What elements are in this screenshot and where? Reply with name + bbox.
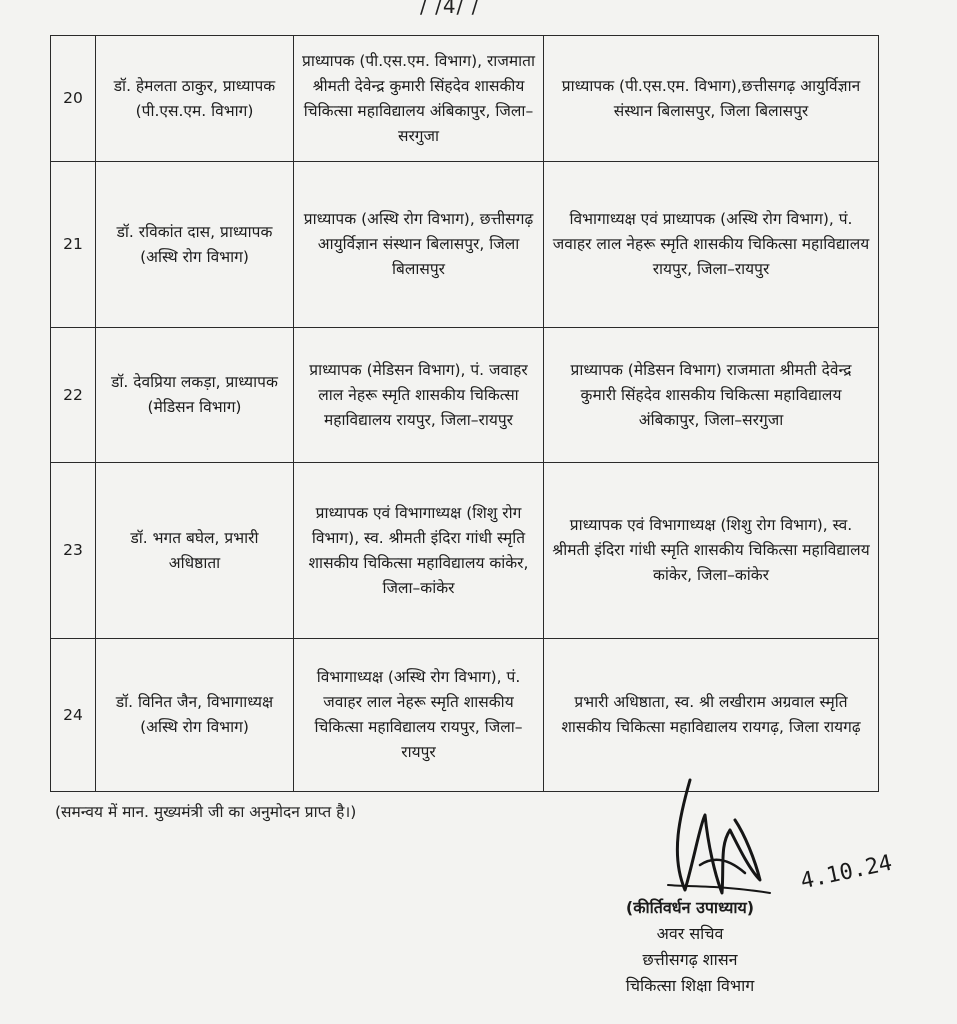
new-posting-cell: विभागाध्यक्ष एवं प्राध्यापक (अस्थि रोग विभाग), पं. जवाहर लाल नेहरू स्मृति शासकीय चिकित्सा महाविद्यालय रायपुर, जिला–रायपुर bbox=[544, 162, 879, 328]
officer-name-cell: डॉ. विनित जैन, विभागाध्यक्ष (अस्थि रोग विभाग) bbox=[96, 639, 294, 792]
department-name: चिकित्सा शिक्षा विभाग bbox=[625, 976, 755, 995]
serial-number-cell: 24 bbox=[51, 639, 96, 792]
serial-number-cell: 23 bbox=[51, 463, 96, 639]
transfer-table bbox=[50, 35, 879, 792]
new-posting-cell: प्राध्यापक (मेडिसन विभाग) राजमाता श्रीमती देवेन्द्र कुमारी सिंहदेव शासकीय चिकित्सा महाविद्यालय अंबिकापुर, जिला–सरगुजा bbox=[544, 328, 879, 463]
current-posting-cell: विभागाध्यक्ष (अस्थि रोग विभाग), पं. जवाहर लाल नेहरू स्मृति शासकीय चिकित्सा महाविद्यालय रायपुर, जिला–रायपुर bbox=[294, 639, 544, 792]
new-posting-cell: प्राध्यापक एवं विभागाध्यक्ष (शिशु रोग विभाग), स्व. श्रीमती इंदिरा गांधी स्मृति शासकीय चिकित्सा महाविद्यालय कांकेर, जिला–कांकेर bbox=[544, 463, 879, 639]
table-row bbox=[51, 36, 879, 162]
serial-number-cell: 21 bbox=[51, 162, 96, 328]
new-posting-cell: प्राध्यापक (पी.एस.एम. विभाग),छत्तीसगढ़ आयुर्विज्ञान संस्थान बिलासपुर, जिला बिलासपुर bbox=[544, 36, 879, 162]
new-posting-cell: प्रभारी अधिष्ठाता, स्व. श्री लखीराम अग्रवाल स्मृति शासकीय चिकित्सा महाविद्यालय रायगढ़, जिला रायगढ़ bbox=[544, 639, 879, 792]
serial-number-cell: 22 bbox=[51, 328, 96, 463]
officer-name-cell: डॉ. भगत बघेल, प्रभारी अधिष्ठाता bbox=[96, 463, 294, 639]
table-row bbox=[51, 639, 879, 792]
table-row bbox=[51, 463, 879, 639]
signature-scribble bbox=[660, 775, 810, 905]
table-row bbox=[51, 162, 879, 328]
table-row bbox=[51, 328, 879, 463]
signature-block bbox=[560, 895, 820, 999]
approval-note: (समन्वय में मान. मुख्यमंत्री जी का अनुमोदन प्राप्त है।) bbox=[55, 803, 357, 821]
officer-name-cell: डॉ. हेमलता ठाकुर, प्राध्यापक (पी.एस.एम. विभाग) bbox=[96, 36, 294, 162]
current-posting-cell: प्राध्यापक (अस्थि रोग विभाग), छत्तीसगढ़ आयुर्विज्ञान संस्थान बिलासपुर, जिला बिलासपुर bbox=[294, 162, 544, 328]
signature-date: 4.10.24 bbox=[798, 850, 895, 895]
current-posting-cell: प्राध्यापक एवं विभागाध्यक्ष (शिशु रोग विभाग), स्व. श्रीमती इंदिरा गांधी स्मृति शासकीय चिकित्सा महाविद्यालय कांकेर, जिला–कांकेर bbox=[294, 463, 544, 639]
government-name: छत्तीसगढ़ शासन bbox=[642, 950, 738, 969]
page-number: / /4/ / bbox=[420, 0, 480, 18]
signer-designation: अवर सचिव bbox=[656, 924, 724, 943]
current-posting-cell: प्राध्यापक (पी.एस.एम. विभाग), राजमाता श्रीमती देवेन्द्र कुमारी सिंहदेव शासकीय चिकित्सा महाविद्यालय अंबिकापुर, जिला–सरगुजा bbox=[294, 36, 544, 162]
serial-number-cell: 20 bbox=[51, 36, 96, 162]
officer-name-cell: डॉ. रविकांत दास, प्राध्यापक (अस्थि रोग विभाग) bbox=[96, 162, 294, 328]
signer-name: (कीर्तिवर्धन उपाध्याय) bbox=[625, 898, 755, 917]
officer-name-cell: डॉ. देवप्रिया लकड़ा, प्राध्यापक (मेडिसन विभाग) bbox=[96, 328, 294, 463]
current-posting-cell: प्राध्यापक (मेडिसन विभाग), पं. जवाहर लाल नेहरू स्मृति शासकीय चिकित्सा महाविद्यालय रायपुर, जिला–रायपुर bbox=[294, 328, 544, 463]
